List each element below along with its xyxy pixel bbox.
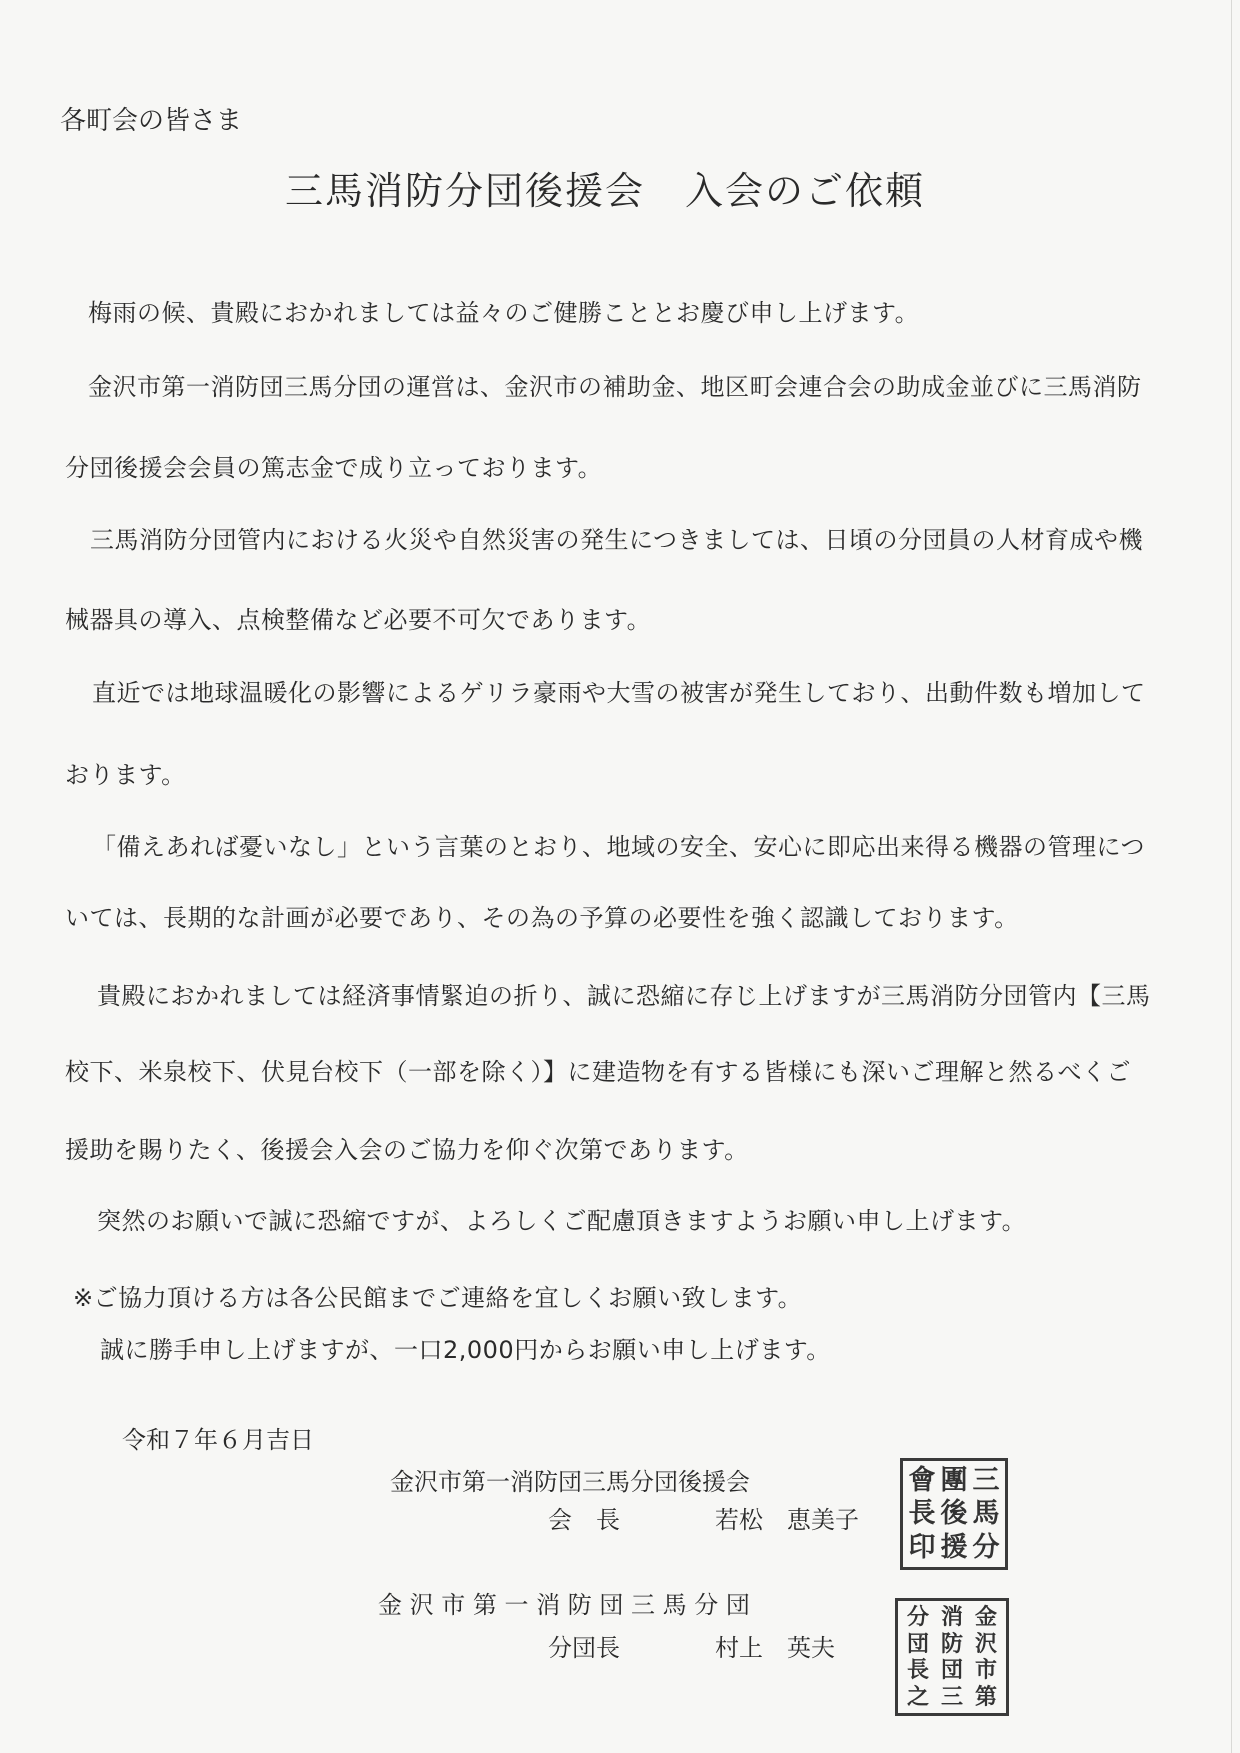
seal-glyph: 印 (908, 1531, 936, 1563)
seal-glyph: 之 (906, 1683, 929, 1710)
seal-glyph: 團 (940, 1465, 968, 1497)
name-chair: 若松 恵美子 (715, 1506, 859, 1534)
body-line: 梅雨の候、貴殿におかれましては益々のご健勝こととお慶び申し上げます。 (88, 299, 920, 327)
seal-glyph: 団 (940, 1657, 963, 1684)
document-title: 三馬消防分団後援会 入会のご依頼 (284, 169, 925, 213)
body-line: 援助を賜りたく、後援会入会のご協力を仰ぐ次第であります。 (65, 1136, 749, 1164)
seal-glyph: 後 (940, 1498, 968, 1530)
seal-glyph: 沢 (974, 1630, 997, 1657)
body-line: 突然のお願いで誠に恐縮ですが、よろしくご配慮頂きますようお願い申し上げます。 (97, 1207, 1027, 1235)
body-line: 貴殿におかれましては経済事情緊迫の折り、誠に恐縮に存じ上げますが三馬消防分団管内【三馬 (97, 982, 1151, 1010)
org-name-supporters: 金沢市第一消防団三馬分団後援会 (390, 1468, 750, 1496)
seal-glyph: 市 (974, 1657, 997, 1684)
note-line: 誠に勝手申し上げますが、一口2,000円からお願い申し上げます。 (100, 1336, 831, 1364)
seal-glyph: 三 (972, 1465, 1000, 1497)
body-line: 械器具の導入、点検整備など必要不可欠であります。 (65, 606, 652, 634)
seal-glyph: 馬 (972, 1498, 1000, 1530)
seal-glyph: 三 (940, 1683, 963, 1710)
note-line: ※ご協力頂ける方は各公民館までご連絡を宜しくお願い致します。 (73, 1284, 803, 1312)
seal-glyph: 援 (940, 1531, 968, 1563)
name-unit-leader: 村上 英夫 (715, 1634, 835, 1662)
role-chair: 会 長 (548, 1506, 620, 1534)
seal-glyph: 消 (940, 1604, 963, 1631)
body-line: 三馬消防分団管内における火災や自然災害の発生につきましては、日頃の分団員の人材育成や機 (90, 526, 1144, 554)
body-line: 校下、米泉校下、伏見台校下（一部を除く）】に建造物を有する皆様にも深いご理解と然るべくご (65, 1058, 1131, 1086)
body-line: 直近では地球温暖化の影響によるゲリラ豪雨や大雪の被害が発生しており、出動件数も増加して (92, 679, 1146, 707)
issue-date: 令和７年６月吉日 (122, 1426, 314, 1454)
unit-seal-stamp (895, 1598, 1009, 1716)
seal-glyph: 第 (974, 1683, 997, 1710)
role-unit-leader: 分団長 (548, 1634, 620, 1662)
scan-edge-line (1231, 0, 1232, 1753)
seal-glyph: 金 (974, 1604, 997, 1631)
body-line: おります。 (65, 761, 186, 789)
seal-glyph: 分 (972, 1531, 1000, 1563)
seal-glyph: 団 (906, 1630, 929, 1657)
seal-glyph: 長 (908, 1498, 936, 1530)
seal-glyph: 分 (906, 1604, 929, 1631)
seal-glyph: 會 (908, 1465, 936, 1497)
addressee: 各町会の皆さま (60, 106, 243, 136)
org-name-unit: 金 沢 市 第 一 消 防 団 三 馬 分 団 (378, 1591, 750, 1619)
body-line: 金沢市第一消防団三馬分団の運営は、金沢市の補助金、地区町会連合会の助成金並びに三馬消防 (88, 373, 1142, 401)
body-line: 「備えあれば憂いなし」という言葉のとおり、地域の安全、安心に即応出来得る機器の管理につ (92, 833, 1146, 861)
body-line: 分団後援会会員の篤志金で成り立っております。 (65, 454, 603, 482)
supporters-seal-stamp (900, 1458, 1008, 1570)
body-line: いては、長期的な計画が必要であり、その為の予算の必要性を強く認識しております。 (65, 904, 1019, 932)
seal-glyph: 長 (906, 1657, 929, 1684)
seal-glyph: 防 (940, 1630, 963, 1657)
